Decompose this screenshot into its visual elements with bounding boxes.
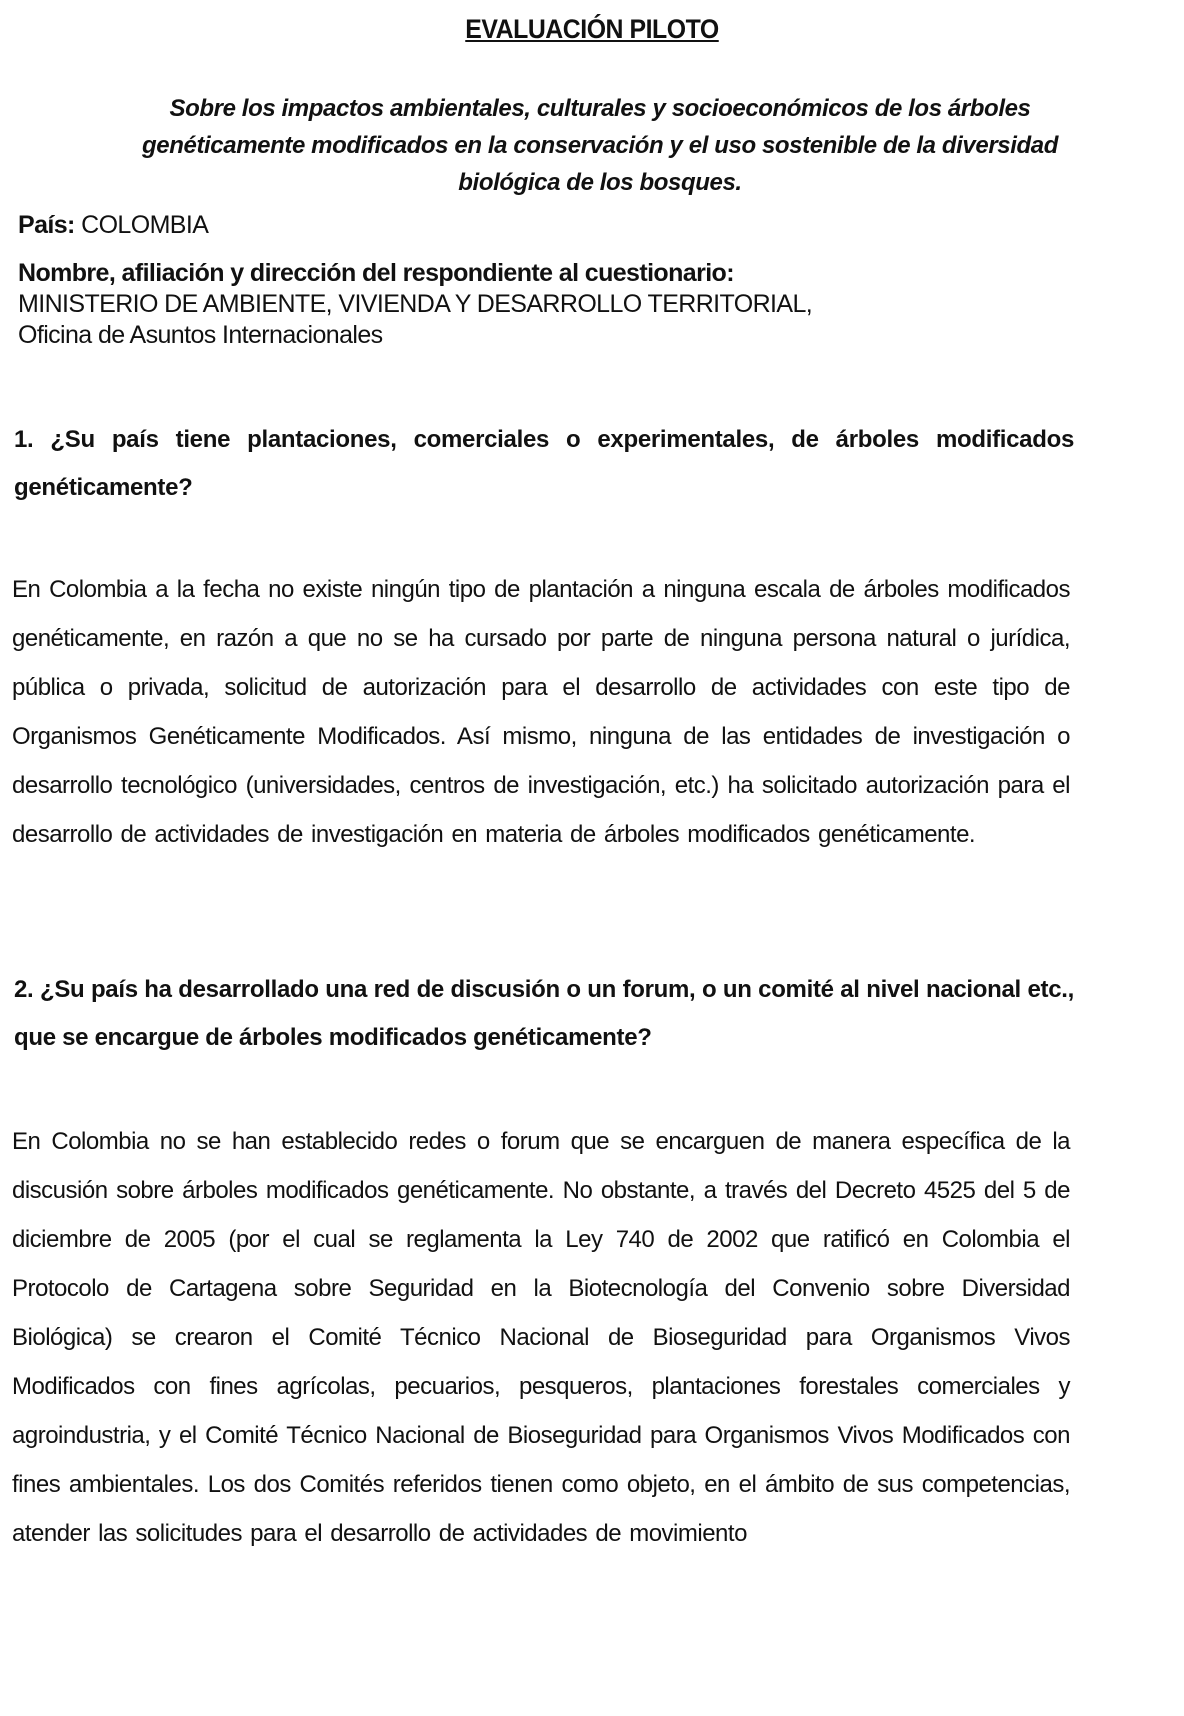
respondent-block <box>18 258 1118 351</box>
respondent-office: Oficina de Asuntos Internacionales <box>18 321 383 349</box>
respondent-ministry: MINISTERIO DE AMBIENTE, VIVIENDA Y DESARROLLO TERRITORIAL, <box>18 290 813 318</box>
country-field <box>18 210 1118 241</box>
answer-2: En Colombia no se han establecido redes o forum que se encarguen de manera específica de la discusión sobre árboles modificados genéticamente. No obstante, a través del Decreto 4525 del 5 de diciembre de 2005 (por el cual se reglamenta la Ley 740 de 2002 que ratificó en Colombia el Protocolo de Cartagena sobre Seguridad en la Biotecnología del Convenio sobre Diversidad Biológica) se crearon el Comité Técnico Nacional de Bioseguridad para Organismos Vivos Modificados con fines agrícolas, pecuarios, pesqueros, plantaciones forestales comerciales y agroindustria, y el Comité Técnico Nacional de Bioseguridad para Organismos Vivos Modificados con fines ambientales. Los dos Comités referidos tienen como objeto, en el ámbito de sus competencias, atender las solicitudes para el desarrollo de actividades de movimiento <box>12 1128 1070 1547</box>
country-label: País: <box>18 211 75 239</box>
respondent-label: Nombre, afiliación y dirección del respondiente al cuestionario: <box>18 259 734 287</box>
document-subtitle: Sobre los impactos ambientales, culturales y socioeconómicos de los árboles genéticamente modificados en la conservación y el uso sostenible de la diversidad biológica de los bosques. <box>142 95 1058 196</box>
country-value: COLOMBIA <box>81 211 209 239</box>
document-title: EVALUACIÓN PILOTO <box>465 14 719 44</box>
question-1: 1. ¿Su país tiene plantaciones, comerciales o experimentales, de árboles modificados genéticamente? <box>14 426 1074 501</box>
answer-1: En Colombia a la fecha no existe ningún tipo de plantación a ninguna escala de árboles modificados genéticamente, en razón a que no se ha cursado por parte de ninguna persona natural o jurídica, pública o privada, solicitud de autorización para el desarrollo de actividades con este tipo de Organismos Genéticamente Modificados. Así mismo, ninguna de las entidades de investigación o desarrollo tecnológico (universidades, centros de investigación, etc.) ha solicitado autorización para el desarrollo de actividades de investigación en materia de árboles modificados genéticamente. <box>12 576 1070 848</box>
question-2: 2. ¿Su país ha desarrollado una red de discusión o un forum, o un comité al nivel nacional etc., que se encargue de árboles modificados genéticamente? <box>14 976 1074 1051</box>
